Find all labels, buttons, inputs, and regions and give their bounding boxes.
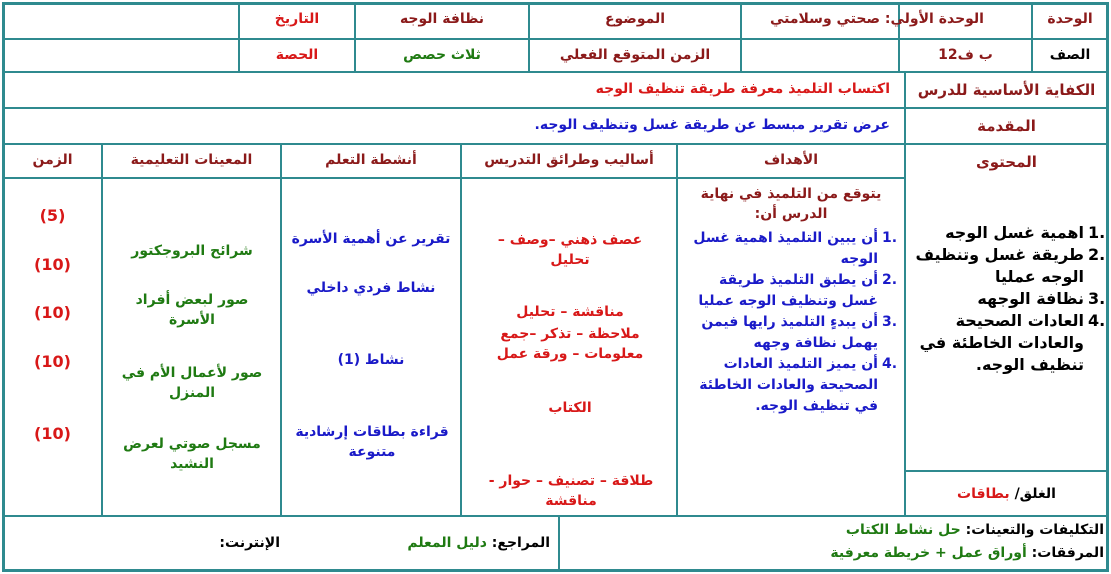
col-divider [676, 143, 678, 515]
closure-value: بطاقات [957, 486, 1010, 502]
col-divider [460, 143, 462, 515]
list-item: 3. نظافة الوجهه [977, 289, 1106, 308]
unit-label: الوحدة [1047, 11, 1093, 27]
row-divider [2, 177, 906, 179]
activity-item: تقرير عن أهمية الأسرة [291, 231, 451, 247]
references-label: المراجع: [491, 535, 550, 551]
intro-value: عرض تقرير مبسط عن طريقة غسل وتنظيف الوجه. [534, 117, 890, 133]
method-item: ملاحظة – تذكر –جمع معلومات – ورقة عمل [496, 326, 644, 362]
list-item: 1. اهمية غسل الوجه [945, 223, 1106, 242]
intro-label: المقدمة [977, 117, 1036, 135]
date-label: التاريخ [274, 11, 320, 27]
aid-item: مسجل صوتي لعرض النشيد [123, 436, 261, 472]
list-item: 2. طريقة غسل وتنظيف الوجه عمليا [915, 245, 1106, 286]
time-label: الزمن المتوقع الفعلي [559, 47, 711, 63]
list-item: 1. أن يبين التلميذ اهمية غسل الوجه [693, 230, 898, 267]
col-divider [904, 71, 906, 515]
list-item: 4. العادات الصحيحة والعادات الخاطئة في تنظيف الوجه. [919, 311, 1106, 374]
list-item: 2. أن يطبق التلميذ طريقة غسل وتنظيف الوجه عمليا [698, 272, 898, 309]
activity-item: قراءة بطاقات إرشادية متنوعة [295, 424, 449, 460]
time-item: (10) [34, 303, 71, 322]
row-divider [2, 71, 1109, 73]
references [300, 533, 550, 553]
attachments-value: أوراق عمل + خريطة معرفية [830, 545, 1027, 561]
internet-label: الإنترنت: [219, 535, 280, 551]
row-divider [2, 515, 1109, 517]
topic-label: الموضوع [604, 11, 666, 27]
time-item: (10) [34, 352, 71, 371]
time-item: (10) [34, 424, 71, 443]
col-divider [558, 515, 560, 572]
method-item: مناقشة – تحليل [516, 304, 624, 320]
aid-item: شرائح البروجكتور [131, 243, 253, 259]
method-item: الكتاب [548, 400, 592, 416]
assignments-label: التكليفات والتعينات: [965, 522, 1104, 538]
col-divider [280, 143, 282, 515]
time-item: (5) [39, 206, 66, 225]
grade-value: 1ب ف2 [938, 47, 993, 63]
topic-value: نظافة الوجه [399, 11, 485, 27]
grade-label: الصف [1049, 47, 1091, 63]
col-header-activities: أنشطة التعلم [325, 152, 417, 168]
method-item: عصف ذهني –وصف – تحليل [497, 232, 643, 268]
activity-item: نشاط فردي داخلي [306, 280, 436, 296]
time-value: ثلاث حصص [403, 47, 481, 63]
aid-item: صور لأعمال الأم في المنزل [121, 365, 263, 401]
closure [906, 484, 1107, 504]
list-item: 4. أن يميز التلميذ العادات الصحيحة والعادات الخاطئة في تنظيف الوجه. [699, 356, 898, 414]
col-header-objectives: الأهداف [763, 152, 819, 168]
method-item: طلاقة – تصنيف – حوار - مناقشة [488, 473, 654, 509]
col-header-time: الزمن [32, 152, 73, 168]
objectives-intro: يتوقع من التلميذ في نهاية الدرس أن: [700, 186, 882, 222]
row-divider [904, 470, 1109, 472]
list-item: 3. أن يبدءٍ التلميذ رايها فيمن يهمل نظافة وجهه [701, 314, 898, 351]
col-header-methods: أساليب وطرائق التدريس [484, 152, 654, 168]
competency-value: اكتساب التلميذ معرفة طريقة تنظيف الوجه [595, 81, 890, 97]
activity-item: نشاط (1) [337, 352, 405, 368]
row-divider [2, 143, 1109, 145]
row-divider [2, 38, 1109, 40]
closure-label: الغلق/ [1014, 486, 1056, 502]
time-item: (10) [34, 255, 71, 274]
aid-item: صور لبعض أفراد الأسرة [135, 292, 249, 328]
assignments-value: حل نشاط الكتاب [845, 522, 961, 538]
references-value: دليل المعلم [407, 535, 487, 551]
attachments [566, 543, 1104, 563]
attachments-label: المرفقات: [1031, 545, 1104, 561]
objectives-list [682, 228, 900, 417]
col-header-aids: المعينات التعليمية [130, 152, 253, 168]
col-divider [101, 143, 103, 515]
content-list [910, 222, 1106, 376]
row-divider [2, 107, 1109, 109]
competency-label: الكفاية الأساسية للدرس [917, 81, 1096, 99]
col-header-content: المحتوى [976, 153, 1037, 171]
unit-value: الوحدة الأولي: صحتي وسلامتي [770, 11, 984, 27]
assignments [566, 520, 1104, 540]
period-label: الحصة [275, 47, 319, 63]
